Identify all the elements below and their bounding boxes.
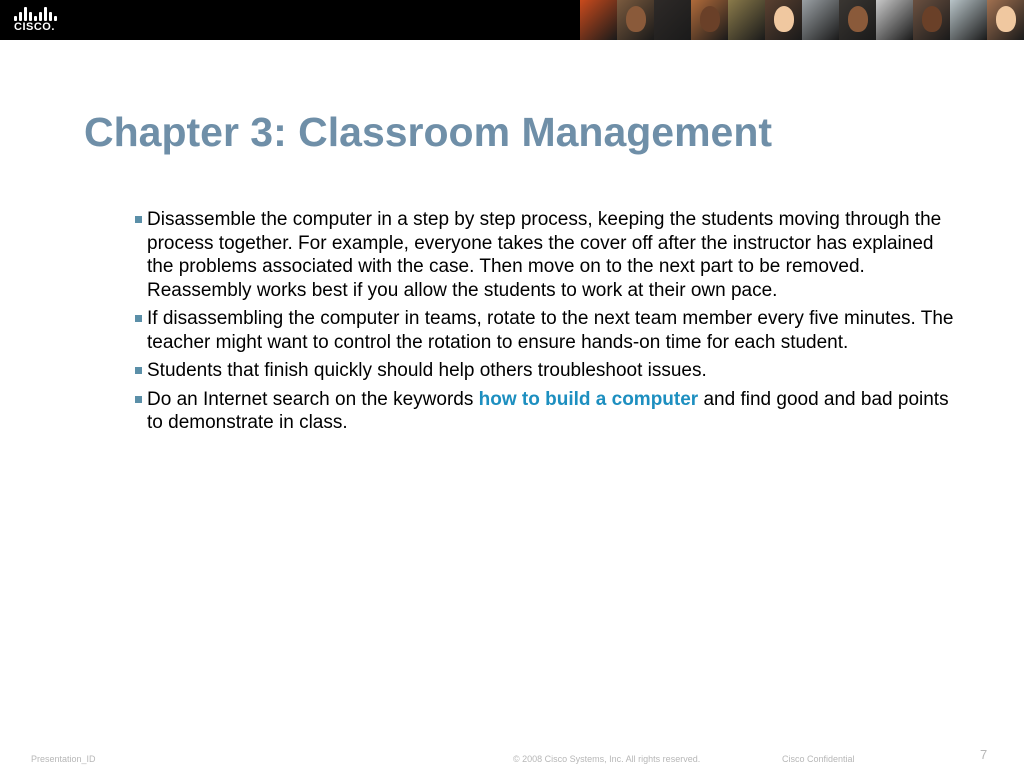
bullet-item (133, 307, 963, 354)
person-photo (987, 0, 1024, 40)
face-icon (996, 6, 1016, 32)
face-icon (848, 6, 868, 32)
square-bullet-icon (135, 315, 142, 322)
bullet-text: Disassemble the computer in a step by step process, keeping the students moving through the process together. For example, everyone takes the cover off after the instructor has explained the problems associated with the case. Then move on to the next part to be removed. Reassembly works best if you allow the students to work at their own pace. (147, 209, 942, 301)
person-photo (839, 0, 876, 40)
person-photo (617, 0, 654, 40)
bullet-text-before: Do an Internet search on the keywords (147, 388, 479, 410)
bullet-text: Students that finish quickly should help others troubleshoot issues. (147, 360, 707, 381)
bullet-text-after: and find good and bad points to demonstrate in class. (147, 388, 949, 433)
logo-text: CISCO. (14, 21, 55, 33)
slide-title: Chapter 3: Classroom Management (84, 109, 773, 155)
square-bullet-icon (135, 396, 142, 403)
footer-presentation-id: Presentation_ID (31, 754, 96, 764)
face-icon (626, 6, 646, 32)
bullet-text: If disassembling the computer in teams, rotate to the next team member every five minutes. The teacher might want to control the rotation to ensure hands-on time for each student. (147, 308, 954, 353)
footer-confidential: Cisco Confidential (782, 754, 855, 764)
square-bullet-icon (135, 216, 142, 223)
person-photo (950, 0, 987, 40)
search-keyword: how to build a computer (478, 388, 699, 410)
person-photo (802, 0, 839, 40)
people-photo-strip (580, 0, 1024, 40)
face-icon (922, 6, 942, 32)
header-bar (0, 0, 1024, 40)
bullet-item (133, 208, 963, 302)
page-number: 7 (980, 747, 988, 762)
cisco-bridge-icon (14, 7, 58, 21)
face-icon (774, 6, 794, 32)
square-bullet-icon (135, 367, 142, 374)
bullet-item (133, 359, 963, 383)
cisco-logo (14, 7, 58, 35)
person-photo (728, 0, 765, 40)
person-photo (580, 0, 617, 40)
bullet-item (133, 388, 963, 435)
person-photo (654, 0, 691, 40)
face-icon (700, 6, 720, 32)
person-photo (876, 0, 913, 40)
person-photo (913, 0, 950, 40)
footer-copyright: © 2008 Cisco Systems, Inc. All rights reserved. (513, 754, 701, 764)
person-photo (765, 0, 802, 40)
bullet-list (133, 208, 963, 440)
person-photo (691, 0, 728, 40)
